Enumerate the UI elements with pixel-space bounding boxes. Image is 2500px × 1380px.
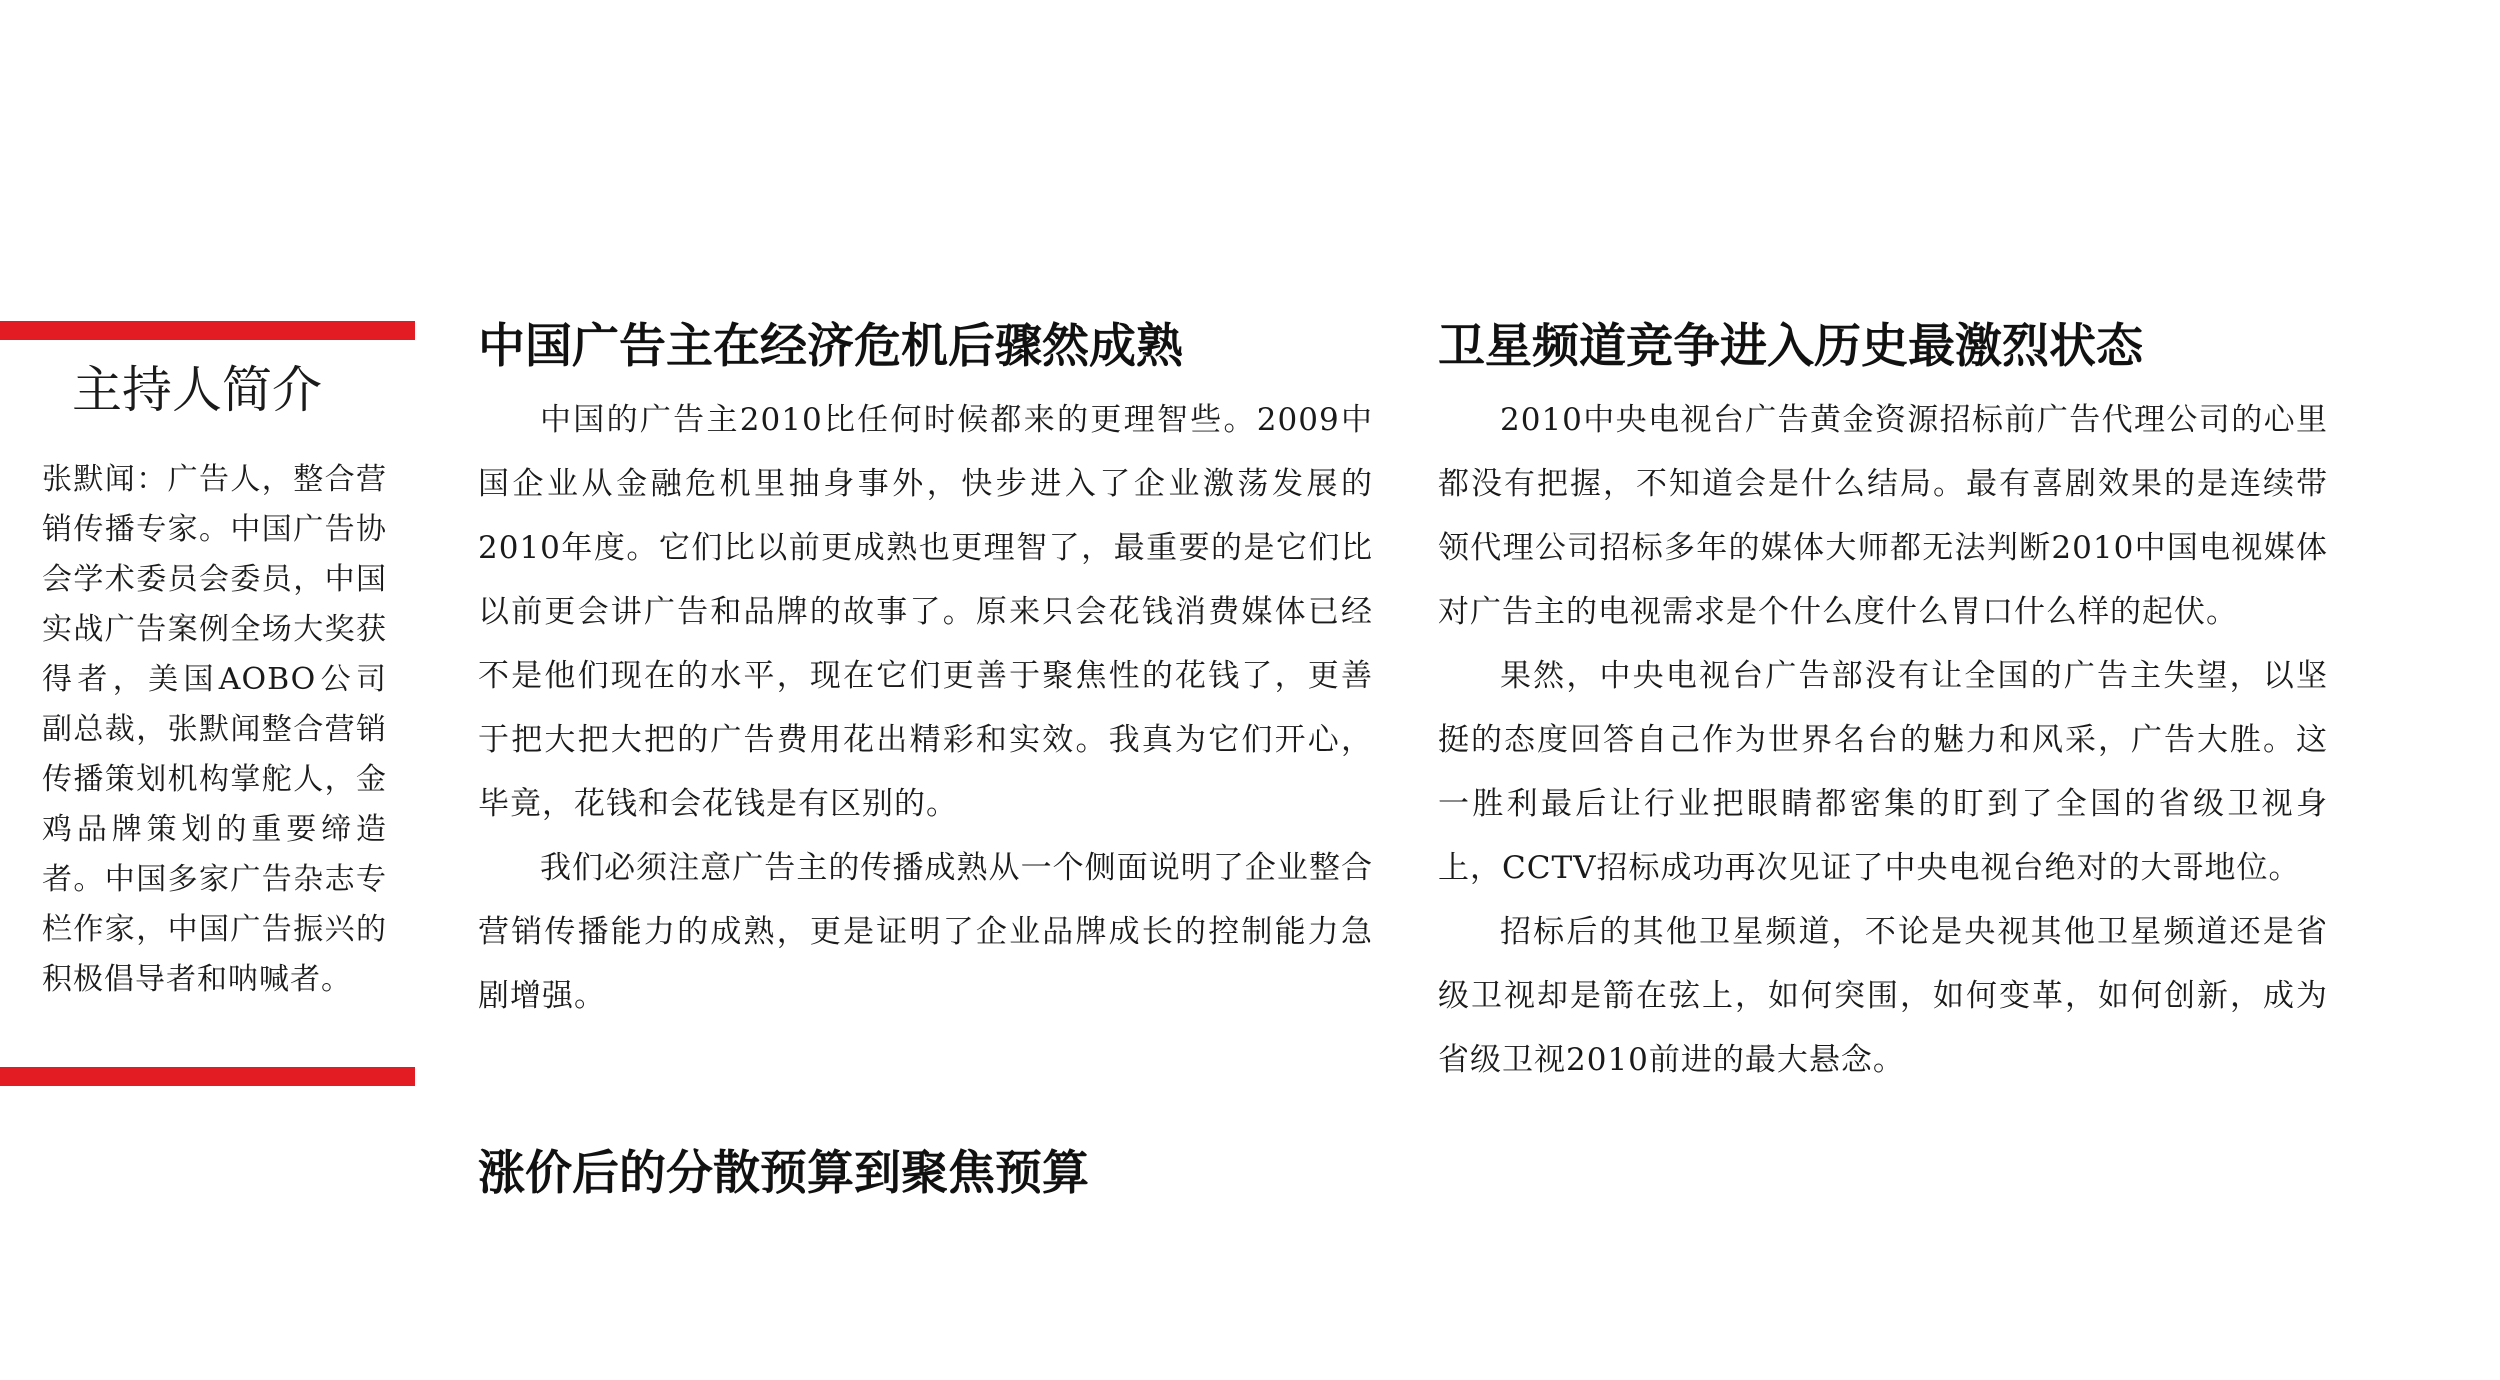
article-left-paragraph: 中国的广告主2010比任何时候都来的更理智些。2009中国企业从金融危机里抽身事外，快步进入了企业激荡发展的2010年度。它们比以前更成熟也更理智了，最重要的是它们比以前更会讲广告和品牌的故事了。原来只会花钱消费媒体已经不是他们现在的水平，现在它们更善于聚焦性的花钱了，更善于把大把大把的广告费用花出精彩和实效。我真为它们开心，毕竟，花钱和会花钱是有区别的。 (478, 402, 1373, 822)
sidebar-title: 主持人简介 (72, 361, 322, 419)
article-right-paragraph: 2010中央电视台广告黄金资源招标前广告代理公司的心里都没有把握，不知道会是什么结局。最有喜剧效果的是连续带领代理公司招标多年的媒体大师都无法判断2010中国电视媒体对广告主的电视需求是个什么度什么胃口什么样的起伏。 (1438, 402, 2328, 630)
host-bio: 张默闻：广告人，整合营销传播专家。中国广告协会学术委员会委员，中国实战广告案例全场大奖获得者，美国AOBO公司副总裁，张默闻整合营销传播策划机构掌舵人，金鸡品牌策划的重要缔造者。中国多家广告杂志专栏作家，中国广告振兴的积极倡导者和呐喊者。 (42, 462, 387, 997)
article-right-paragraph: 果然，中央电视台广告部没有让全国的广告主失望，以坚挺的态度回答自己作为世界名台的魅力和风采，广告大胜。这一胜利最后让行业把眼睛都密集的盯到了全国的省级卫视身上，CCTV招标成功再次见证了中央电视台绝对的大哥地位。 (1438, 658, 2328, 886)
sidebar-bottom-red-rule (0, 1067, 415, 1086)
article-right-body (1438, 388, 2328, 1092)
article-right-headline: 卫星频道竞争进入历史最激烈状态 (1438, 319, 2143, 374)
article-left (478, 318, 1373, 1028)
article-left-headline: 中国广告主在经济危机后骤然成熟 (478, 319, 1183, 374)
article-right-paragraph: 招标后的其他卫星频道，不论是央视其他卫星频道还是省级卫视却是箭在弦上，如何突围，如何变革，如何创新，成为省级卫视2010前进的最大悬念。 (1438, 914, 2328, 1078)
article-left-paragraph: 我们必须注意广告主的传播成熟从一个侧面说明了企业整合营销传播能力的成熟，更是证明了企业品牌成长的控制能力急剧增强。 (478, 850, 1373, 1014)
article-left-subheadline: 涨价后的分散预算到聚焦预算 (478, 1146, 1089, 1201)
article-right (1438, 318, 2328, 1092)
sidebar-top-red-rule (0, 321, 415, 340)
article-left-body (478, 388, 1373, 1028)
